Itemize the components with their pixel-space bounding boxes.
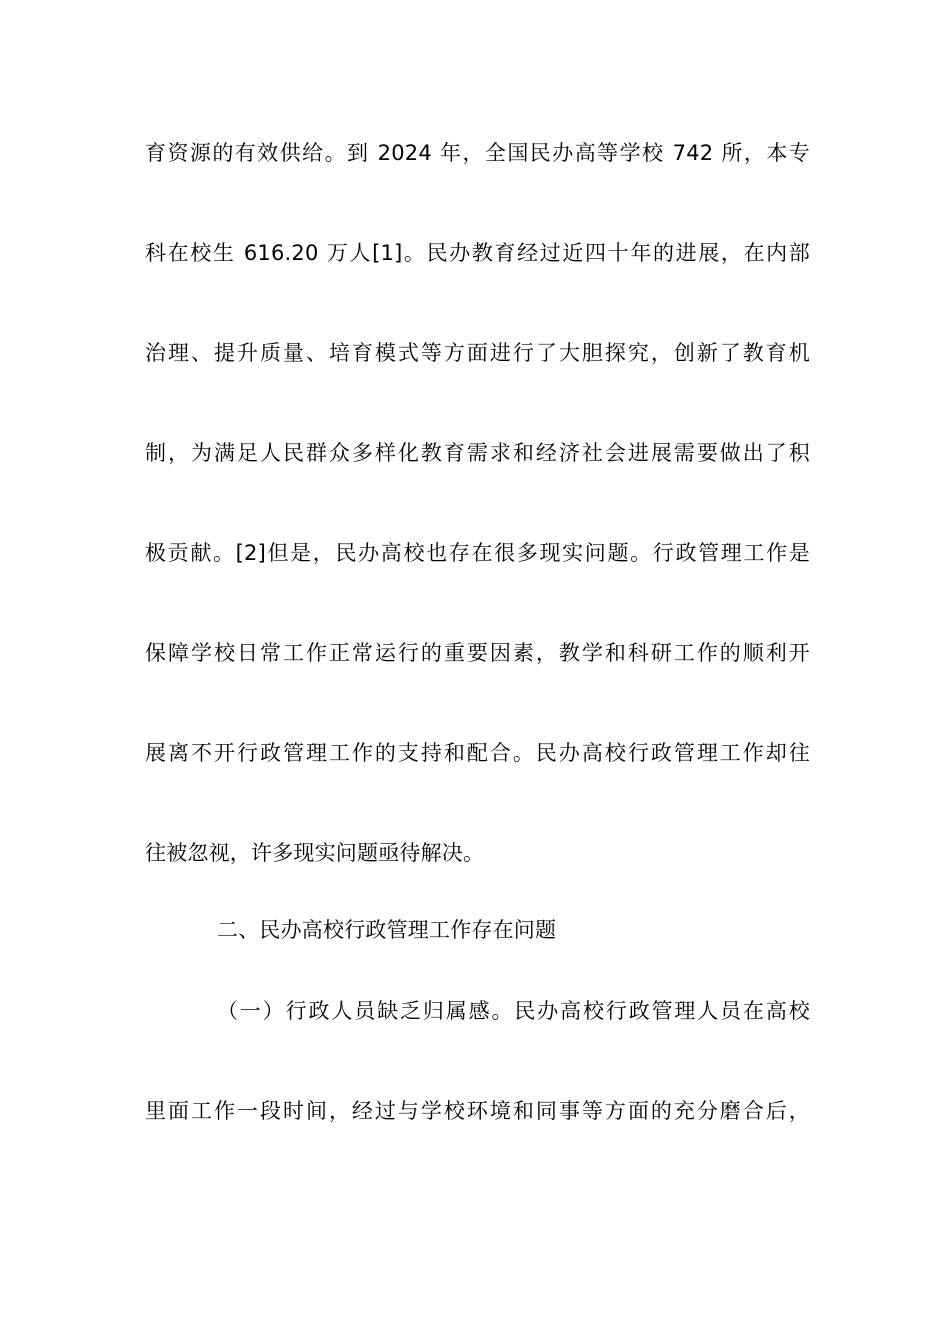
paragraph-line-7: 展离不开行政管理工作的支持和配合。民办高校行政管理工作却往: [145, 741, 810, 765]
paragraph-line-5: 极贡献。[2]但是，民办高校也存在很多现实问题。行政管理工作是: [145, 541, 810, 565]
paragraph-line-2: 科在校生 616.20 万人[1]。民办教育经过近四十年的进展，在内部: [145, 241, 810, 265]
subsection-line-1: （一）行政人员缺乏归属感。民办高校行政管理人员在高校: [217, 999, 810, 1023]
paragraph-line-4: 制，为满足人民群众多样化教育需求和经济社会进展需要做出了积: [145, 441, 810, 465]
subsection-line-2: 里面工作一段时间，经过与学校环境和同事等方面的充分磨合后，: [145, 1099, 810, 1123]
section-heading: 二、民办高校行政管理工作存在问题: [217, 918, 557, 942]
paragraph-line-6: 保障学校日常工作正常运行的重要因素，教学和科研工作的顺利开: [145, 641, 810, 665]
paragraph-line-1: 育资源的有效供给。到 2024 年，全国民办高等学校 742 所，本专: [145, 141, 810, 165]
paragraph-line-3: 治理、提升质量、培育模式等方面进行了大胆探究，创新了教育机: [145, 341, 810, 365]
paragraph-line-8: 往被忽视，许多现实问题亟待解决。: [145, 841, 485, 865]
